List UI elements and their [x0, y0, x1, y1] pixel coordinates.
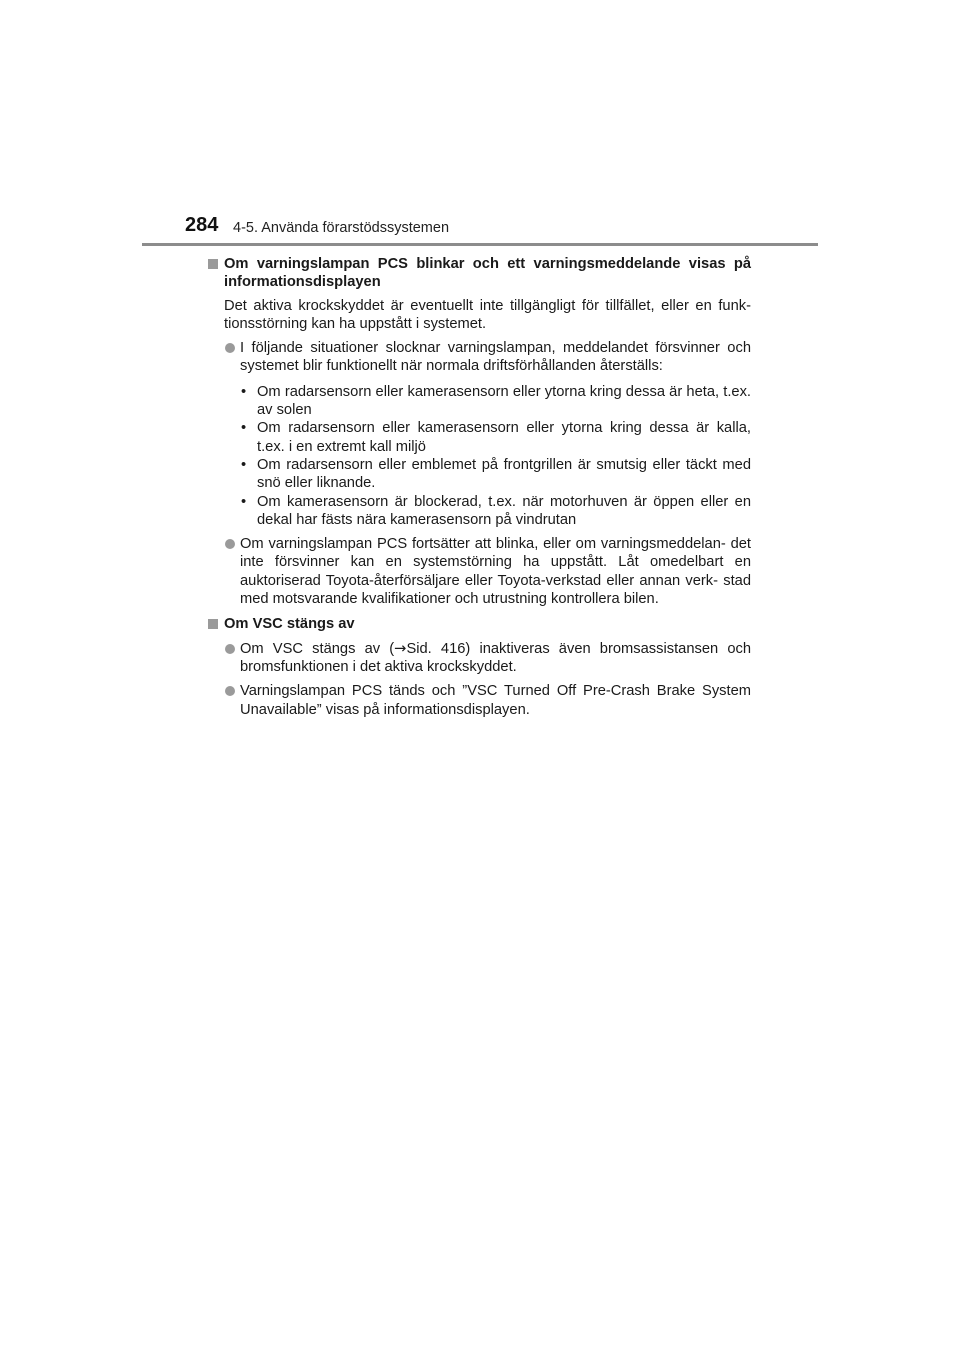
situation-text: Om radarsensorn eller kamerasensorn eller ytorna kring dessa är heta, t.ex. av solen	[257, 383, 751, 419]
arrow-right-icon: →	[394, 639, 407, 657]
bullet-mark: •	[241, 456, 247, 473]
header-rule	[142, 243, 818, 246]
item-text-part: Sid. 416) inaktiveras även bromsassistansen och bromsfunktionen i det aktiva krockskyddet.	[240, 640, 752, 675]
heading-text: Om varningslampan PCS blinkar och ett varningsmeddelande visas på informationsdisplayen	[224, 256, 751, 291]
situation-list	[240, 383, 751, 529]
list-item	[224, 339, 751, 376]
bullet-mark: •	[241, 383, 247, 400]
page-content	[208, 255, 751, 719]
situation-item	[240, 493, 751, 530]
list-item	[224, 535, 751, 608]
page-header	[0, 0, 960, 250]
list-item-text: Varningslampan PCS tänds och ”VSC Turned Off Pre-Crash Brake System Unavailable” visas på informationsdisplayen.	[240, 683, 751, 718]
situation-text: Om radarsensorn eller kamerasensorn eller ytorna kring dessa är kalla, t.ex. i en extremt kall miljö	[257, 420, 751, 455]
bullet-mark: •	[241, 493, 247, 510]
item-text-part: Om VSC stängs av (	[240, 640, 395, 657]
square-bullet-icon	[208, 259, 218, 269]
square-bullet-icon	[208, 619, 218, 629]
section-title: 4-5. Använda förarstödssystemen	[233, 220, 450, 236]
section-heading-vsc-off	[208, 615, 751, 633]
list-item-text: I följande situationer slocknar varningslampan, meddelandet försvinner och systemet blir funktionellt när normala driftsförhållanden återställs:	[240, 340, 751, 375]
list-item	[224, 640, 751, 677]
situation-text: Om radarsensorn eller emblemet på frontgrillen är smutsig eller täckt med snö eller liknande.	[257, 456, 751, 492]
list-item-text: Om varningslampan PCS fortsätter att blinka, eller om varningsmeddelan- det inte försvinner kan en systemstörning ha uppstått. Låt omedelbart en auktoriserad Toyota-återförsäljare eller Toyota-verkstad eller annan verk- stad med motsvarande kvalifikationer och utrustning kontrollera bilen.	[240, 536, 751, 608]
situation-item	[240, 456, 751, 493]
situation-text: Om kamerasensorn är blockerad, t.ex. när motorhuven är öppen eller en dekal har fästs nära kamerasensorn på vindrutan	[257, 493, 751, 528]
page-number: 284	[185, 214, 219, 236]
heading-text: Om VSC stängs av	[224, 616, 355, 633]
circle-bullet-icon	[225, 343, 235, 353]
list-item	[224, 682, 751, 719]
intro-paragraph: Det aktiva krockskyddet är eventuellt inte tillgängligt för tillfället, eller en funk- tionsstörning kan ha uppstått i systemet.	[224, 297, 751, 332]
list-item-text	[240, 641, 751, 675]
circle-bullet-icon	[225, 686, 235, 696]
circle-bullet-icon	[225, 644, 235, 654]
circle-bullet-icon	[225, 539, 235, 549]
bullet-mark: •	[241, 420, 247, 437]
section-heading-pcs-warning	[208, 255, 751, 292]
situation-item	[240, 419, 751, 456]
situation-item	[240, 383, 751, 420]
